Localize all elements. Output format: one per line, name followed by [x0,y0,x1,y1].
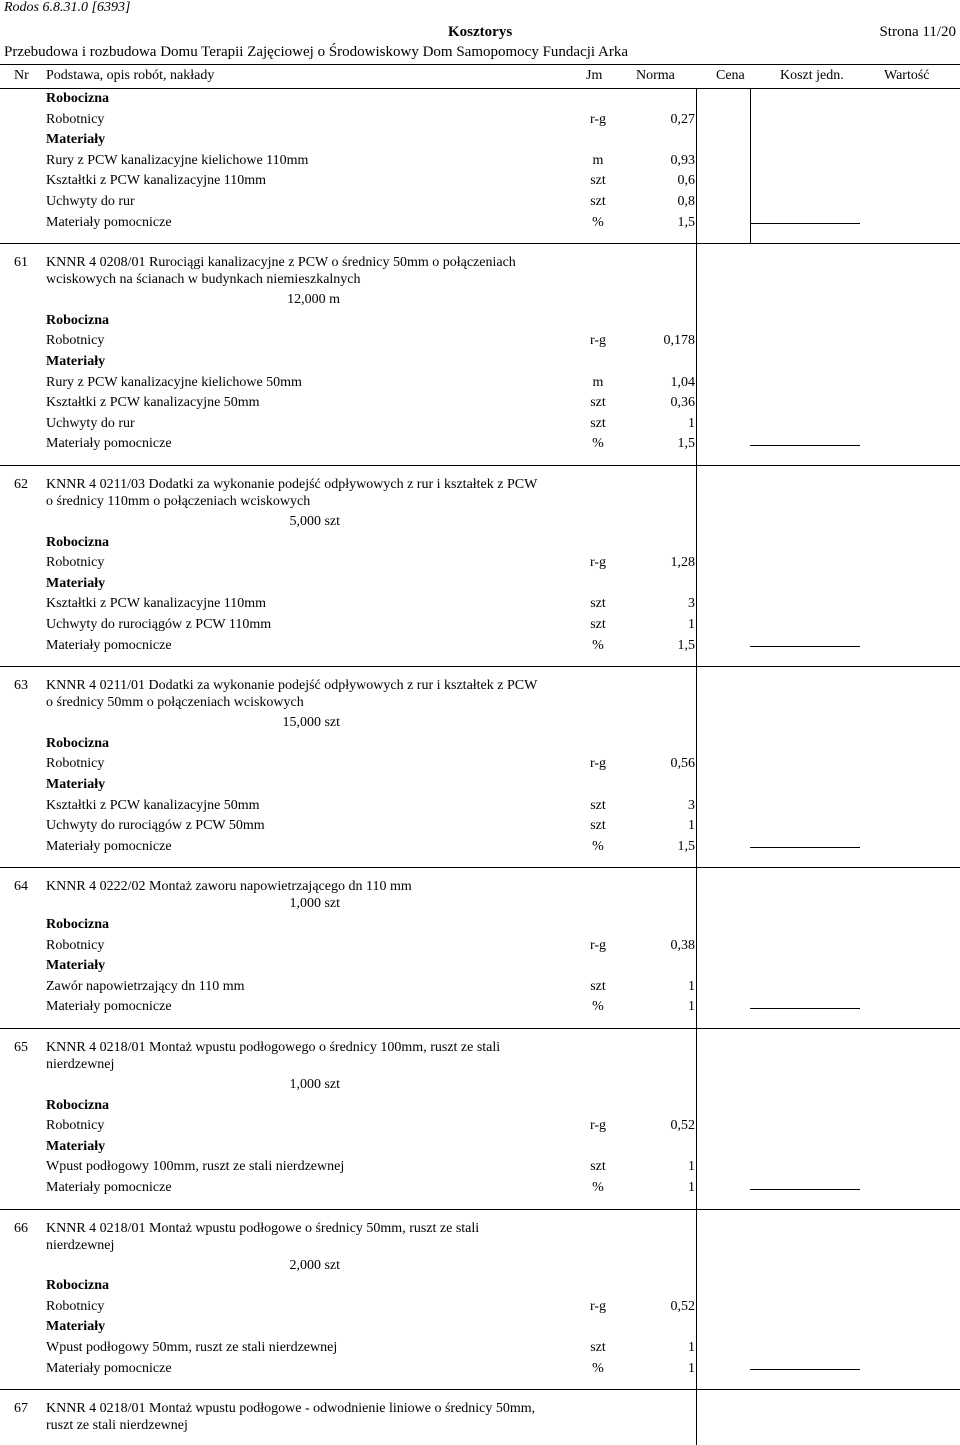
pos-material-name: Kształtki z PCW kanalizacyjne 110mm [46,596,267,612]
top-material-norma: 0,6 [677,173,695,189]
pos-material-name: Materiały pomocnicze [46,1360,172,1376]
top-robotnicy-name: Robotnicy [46,111,105,127]
position-sum-rule [750,1008,860,1009]
pos-robotnicy-name: Robotnicy [46,555,105,571]
pos-material-jm: szt [590,395,606,411]
pos-material-norma: 3 [688,596,695,612]
position-separator [0,1389,960,1390]
pos-material-norma: 1,5 [677,436,695,452]
pos-material-name: Materiały pomocnicze [46,1180,172,1195]
pos-material-norma: 1 [688,978,695,994]
pos-materialy-label: Materiały [46,354,106,369]
position-description: KNNR 4 0222/02 Montaż zaworu napowietrzającego dn 110 mm [46,879,412,895]
document-title: Kosztorys [448,24,513,40]
position-number: 62 [14,477,28,492]
pos-material-jm: szt [590,415,606,431]
top-cena-rule [750,89,751,243]
position-description-cont: nierdzewnej [46,1057,115,1072]
pos-robocizna-label: Robocizna [46,1278,109,1294]
pos-material-jm: szt [590,978,606,994]
pos-robocizna-label: Robocizna [46,735,109,751]
app-label: Rodos 6.8.31.0 [6393] [4,0,131,15]
position-sum-rule [750,847,860,848]
position-description-cont: o średnicy 50mm o połączeniach wciskowych [46,695,304,711]
project-title: Przebudowa i rozbudowa Domu Terapii Zajęciowej o Środowiskowy Dom Samopomocy Fundacji Arka [4,44,628,60]
pos-material-norma: 1 [688,1360,695,1376]
position-description: KNNR 4 0211/01 Dodatki za wykonanie podejść odpływowych z rur i kształtek z PCW [46,678,538,694]
position-sum-rule [750,445,860,446]
position-quantity: 1,000 szt [289,896,340,912]
pos-robotnicy-name: Robotnicy [46,756,105,772]
pos-material-jm: % [592,436,604,452]
pos-material-norma: 3 [688,797,695,813]
column-header-wartosc: Wartość [884,68,930,83]
pos-material-norma: 1,04 [670,374,695,390]
pos-robotnicy-norma: 0,52 [670,1118,695,1134]
pos-material-norma: 1,5 [677,637,695,653]
pos-robotnicy-name: Robotnicy [46,1298,105,1314]
header-bottom-rule [0,88,960,89]
pos-material-name: Kształtki z PCW kanalizacyjne 50mm [46,395,260,411]
top-sum-rule [750,223,860,224]
top-material-jm: % [592,214,604,230]
position-quantity: 1,000 szt [289,1077,340,1092]
pos-robotnicy-jm: r-g [589,1118,607,1134]
position-separator [0,867,960,868]
position-sum-rule [750,646,860,647]
position-number: 65 [14,1040,28,1055]
pos-robotnicy-norma: 0,178 [663,333,695,349]
pos-robotnicy-jm: r-g [589,555,607,571]
top-materialy-label: Materiały [46,132,106,148]
pos-robotnicy-name: Robotnicy [46,937,105,953]
position-number: 61 [14,255,28,271]
position-norma-rule [696,1210,697,1391]
position-norma-rule [696,667,697,868]
column-header-koszt: Koszt jedn. [780,68,844,83]
position-number: 64 [14,879,28,895]
position-description: KNNR 4 0211/03 Dodatki za wykonanie podejść odpływowych z rur i kształtek z PCW [46,477,538,492]
pos-material-jm: % [592,999,604,1015]
top-material-name: Rury z PCW kanalizacyjne kielichowe 110mm [46,152,309,168]
column-header-jm: Jm [586,68,603,83]
pos-robotnicy-norma: 0,38 [670,937,695,953]
pos-material-jm: szt [590,617,606,632]
pos-material-norma: 1 [688,818,695,834]
pos-robotnicy-jm: r-g [589,937,607,953]
position-quantity: 15,000 szt [282,715,340,731]
top-material-norma: 0,93 [670,152,695,168]
pos-robocizna-label: Robocizna [46,917,109,932]
top-robocizna-label: Robocizna [46,91,109,106]
top-robotnicy-norma: 0,27 [670,111,695,127]
position-description: KNNR 4 0208/01 Rurociągi kanalizacyjne z PCW o średnicy 50mm o połączeniach [46,255,516,271]
pos-robocizna-label: Robocizna [46,312,109,328]
top-material-name: Uchwyty do rur [46,194,135,209]
pos-material-jm: szt [590,818,606,834]
position-number: 63 [14,678,28,694]
top-material-name: Materiały pomocnicze [46,214,172,230]
pos-material-name: Wpust podłogowy 100mm, ruszt ze stali nierdzewnej [46,1159,345,1175]
pos-material-jm: % [592,637,604,653]
pos-material-jm: szt [590,797,606,813]
pos-material-norma: 1 [688,999,695,1015]
position-number: 67 [14,1401,28,1417]
pos-material-name: Kształtki z PCW kanalizacyjne 50mm [46,797,260,813]
pos-material-norma: 1 [688,1180,695,1195]
position-norma-rule [696,466,697,667]
position-description: KNNR 4 0218/01 Montaż wpustu podłogowe - odwodnienie liniowe o średnicy 50mm, [46,1401,536,1417]
header-top-rule [0,64,960,65]
pos-material-jm: szt [590,1159,606,1175]
pos-material-jm: % [592,1180,604,1195]
column-header-cena: Cena [716,68,745,83]
position-sum-rule [750,1369,860,1370]
pos-robotnicy-norma: 1,28 [670,555,695,571]
pos-robotnicy-jm: r-g [589,756,607,772]
top-material-name: Kształtki z PCW kanalizacyjne 110mm [46,173,267,189]
top-material-jm: szt [590,194,606,209]
position-description-cont: ruszt ze stali nierdzewnej [46,1418,188,1434]
top-material-jm: szt [590,173,606,189]
pos-material-norma: 1 [688,617,695,632]
top-robotnicy-jm: r-g [589,111,607,127]
pos-robotnicy-name: Robotnicy [46,333,105,349]
pos-material-jm: % [592,838,604,854]
pos-robocizna-label: Robocizna [46,534,109,550]
pos-material-norma: 1 [688,415,695,431]
pos-materialy-label: Materiały [46,958,106,974]
column-header-norma: Norma [636,68,675,83]
pos-robotnicy-jm: r-g [589,333,607,349]
position-sum-rule [750,1189,860,1190]
pos-robotnicy-jm: r-g [589,1298,607,1314]
pos-materialy-label: Materiały [46,575,106,591]
top-norma-rule [696,89,697,243]
pos-material-norma: 1 [688,1159,695,1175]
pos-material-norma: 1 [688,1340,695,1355]
position-separator [0,1209,960,1210]
pos-material-name: Materiały pomocnicze [46,637,172,653]
pos-materialy-label: Materiały [46,1319,106,1335]
position-quantity: 12,000 m [287,292,340,308]
position-quantity: 2,000 szt [289,1257,340,1273]
pos-material-name: Zawór napowietrzający dn 110 mm [46,978,245,994]
pos-material-jm: m [592,374,604,390]
position-separator [0,243,960,244]
position-description: KNNR 4 0218/01 Montaż wpustu podłogowe o średnicy 50mm, ruszt ze stali [46,1220,480,1236]
pos-materialy-label: Materiały [46,777,106,792]
position-description-cont: o średnicy 110mm o połączeniach wciskowych [46,494,311,509]
page-number: Strona 11/20 [879,24,956,40]
column-header-desc: Podstawa, opis robót, nakłady [46,68,215,83]
pos-robotnicy-name: Robotnicy [46,1118,105,1134]
pos-material-name: Wpust podłogowy 50mm, ruszt ze stali nierdzewnej [46,1340,338,1355]
position-description: KNNR 4 0218/01 Montaż wpustu podłogowego o średnicy 100mm, ruszt ze stali [46,1040,501,1055]
position-separator [0,1028,960,1029]
column-header-nr: Nr [14,68,29,83]
position-norma-rule [696,1029,697,1210]
pos-material-name: Materiały pomocnicze [46,838,172,854]
position-norma-rule [696,868,697,1029]
pos-material-jm: % [592,1360,604,1376]
position-norma-rule [696,1390,697,1445]
pos-material-norma: 1,5 [677,838,695,854]
pos-material-name: Rury z PCW kanalizacyjne kielichowe 50mm [46,374,302,390]
pos-material-norma: 0,36 [670,395,695,411]
pos-material-jm: szt [590,596,606,612]
pos-material-name: Uchwyty do rurociągów z PCW 50mm [46,818,265,834]
pos-materialy-label: Materiały [46,1138,106,1154]
position-description-cont: wciskowych na ścianach w budynkach niemieszkalnych [46,272,361,288]
position-quantity: 5,000 szt [289,514,340,529]
pos-material-name: Materiały pomocnicze [46,436,172,452]
top-material-jm: m [592,152,604,168]
top-material-norma: 1,5 [677,214,695,230]
pos-material-jm: szt [590,1340,606,1355]
position-description-cont: nierdzewnej [46,1237,115,1253]
pos-material-name: Uchwyty do rurociągów z PCW 110mm [46,617,272,632]
pos-robotnicy-norma: 0,56 [670,756,695,772]
position-separator [0,666,960,667]
pos-robotnicy-norma: 0,52 [670,1298,695,1314]
position-norma-rule [696,244,697,466]
top-material-norma: 0,8 [677,194,695,209]
pos-material-name: Uchwyty do rur [46,415,135,431]
position-number: 66 [14,1220,28,1236]
position-separator [0,465,960,466]
pos-material-name: Materiały pomocnicze [46,999,172,1015]
pos-robocizna-label: Robocizna [46,1097,109,1113]
